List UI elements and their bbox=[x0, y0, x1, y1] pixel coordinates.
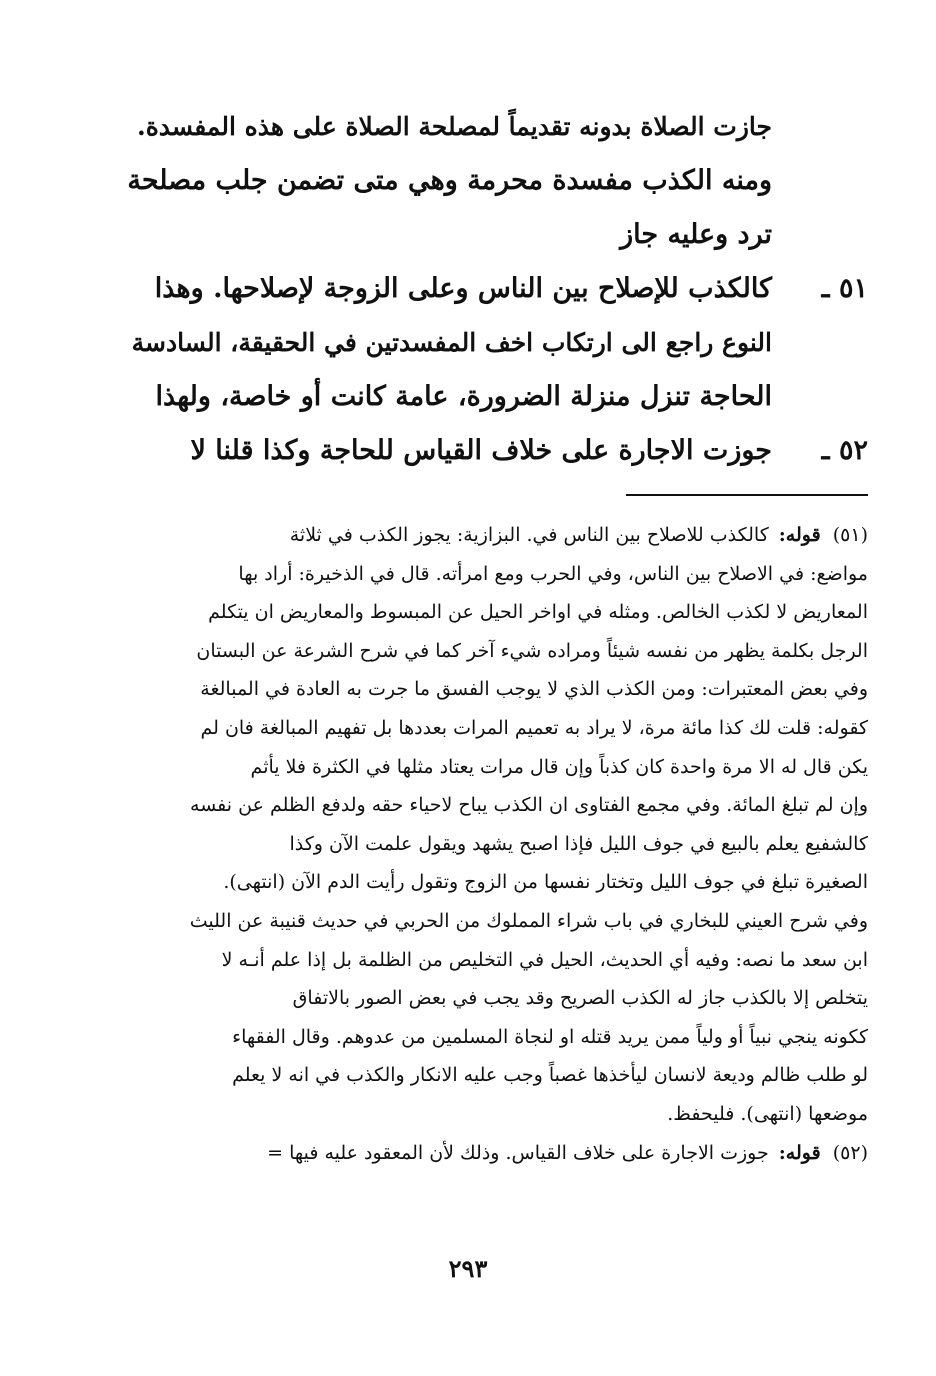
page-number: ٢٩٣ bbox=[448, 1254, 488, 1283]
main-line: جوزت الاجارة على خلاف القياس للحاجة وكذا قلنا لا bbox=[190, 435, 772, 466]
main-line: ومنه الكذب مفسدة محرمة وهي متى تضمن جلب مصلحة bbox=[127, 165, 772, 196]
footnote-keyword: قوله: bbox=[778, 524, 821, 546]
footnote-ref: (٥٢) bbox=[832, 1141, 868, 1164]
item-number: ٥٢ ـ bbox=[821, 435, 868, 466]
footnote-ref: (٥١) bbox=[832, 524, 868, 546]
footnote-line: كقوله: قلت لك كذا مائة مرة، لا يراد به تعميم المرات بعددها بل تفهيم المبالغة فان لم bbox=[200, 716, 868, 739]
footnote-line: يكن قال له الا مرة واحدة كان كذباً وإن قال مرات يعتاد مثلها في الكثرة فلا يأثم bbox=[250, 755, 868, 778]
footnote-line: ابن سعد ما نصه: وفيه أي الحديث، الحيل في التخليص من الظلمة بل إذا علم أنـه لا bbox=[221, 948, 868, 971]
footnote-line: لو طلب ظالم وديعة لانسان ليأخذها غصباً وجب عليه الانكار والكذب في انه لا يعلم bbox=[232, 1064, 868, 1087]
footnote-line: ككونه ينجي نبياً أو ولياً ممن يريد قتله او لنجاة المسلمين من عدوهم. وقال الفقهاء bbox=[232, 1025, 868, 1048]
main-line: النوع راجع الى ارتكاب اخف المفسدتين في الحقيقة، السادسة bbox=[131, 328, 772, 357]
footnote-line: يتخلص إلا بالكذب جاز له الكذب الصريح وقد يجب في بعض الصور بالاتفاق bbox=[292, 987, 868, 1010]
footnote-text: جوزت الاجارة على خلاف القياس. وذلك لأن المعقود عليه فيها = bbox=[267, 1141, 769, 1164]
footnotes bbox=[68, 516, 868, 1172]
item-number: ٥١ ـ bbox=[821, 273, 868, 304]
footnote-separator bbox=[626, 494, 868, 496]
footnote-line: الصغيرة تبلغ في جوف الليل وتختار نفسها من الزوج وتقول رأيت الدم الآن (انتهى). bbox=[223, 871, 868, 894]
main-line: كالكذب للإصلاح بين الناس وعلى الزوجة لإصلاحها. وهذا bbox=[154, 273, 772, 304]
main-text bbox=[128, 100, 868, 478]
footnote-line: كالشفيع يعلم بالبيع في جوف الليل فإذا اصبح يشهد ويقول علمت الآن وكذا bbox=[289, 832, 868, 855]
footnote-line: المعاريض لا لكذب الخالص. ومثله في اواخر الحيل عن المبسوط والمعاريض ان يتكلم bbox=[208, 601, 868, 624]
footnote-keyword: قوله: bbox=[778, 1141, 821, 1164]
main-line: الحاجة تنزل منزلة الضرورة، عامة كانت أو خاصة، ولهذا bbox=[155, 381, 772, 412]
main-item-52 bbox=[128, 424, 868, 478]
footnote-line: وفي بعض المعتبرات: ومن الكذب الذي لا يوجب الفسق ما جرت به العادة في المبالغة bbox=[200, 678, 868, 701]
footnote-52 bbox=[68, 1134, 868, 1173]
footnote-text: كالكذب للاصلاح بين الناس في. البزازية: يجوز الكذب في ثلاثة bbox=[289, 524, 769, 546]
footnote-line: مواضع: في الاصلاح بين الناس، وفي الحرب ومع امرأته. قال في الذخيرة: أراد بها bbox=[238, 562, 868, 585]
footnote-line: وفي شرح العيني للبخاري في باب شراء المملوك من الحربي في حديث قنيبة عن الليث bbox=[189, 909, 868, 932]
main-line: ترد وعليه جاز bbox=[620, 219, 772, 250]
footnote-line: وإن لم تبلغ المائة. وفي مجمع الفتاوى ان الكذب يباح لاحياء حقه ولدفع الظلم عن نفسه bbox=[190, 794, 868, 817]
footnote-line: الرجل بكلمة يظهر من نفسه شيئاً ومراده شيء آخر كما في شرح الشرعة عن البستان bbox=[196, 639, 868, 662]
footnote-line: موضعها (انتهى). فليحفظ. bbox=[667, 1102, 868, 1125]
main-line: جازت الصلاة بدونه تقديماً لمصلحة الصلاة على هذه المفسدة. bbox=[137, 112, 772, 141]
main-item-51 bbox=[128, 262, 868, 424]
footnote-51 bbox=[68, 516, 868, 1134]
main-intro bbox=[128, 100, 868, 262]
